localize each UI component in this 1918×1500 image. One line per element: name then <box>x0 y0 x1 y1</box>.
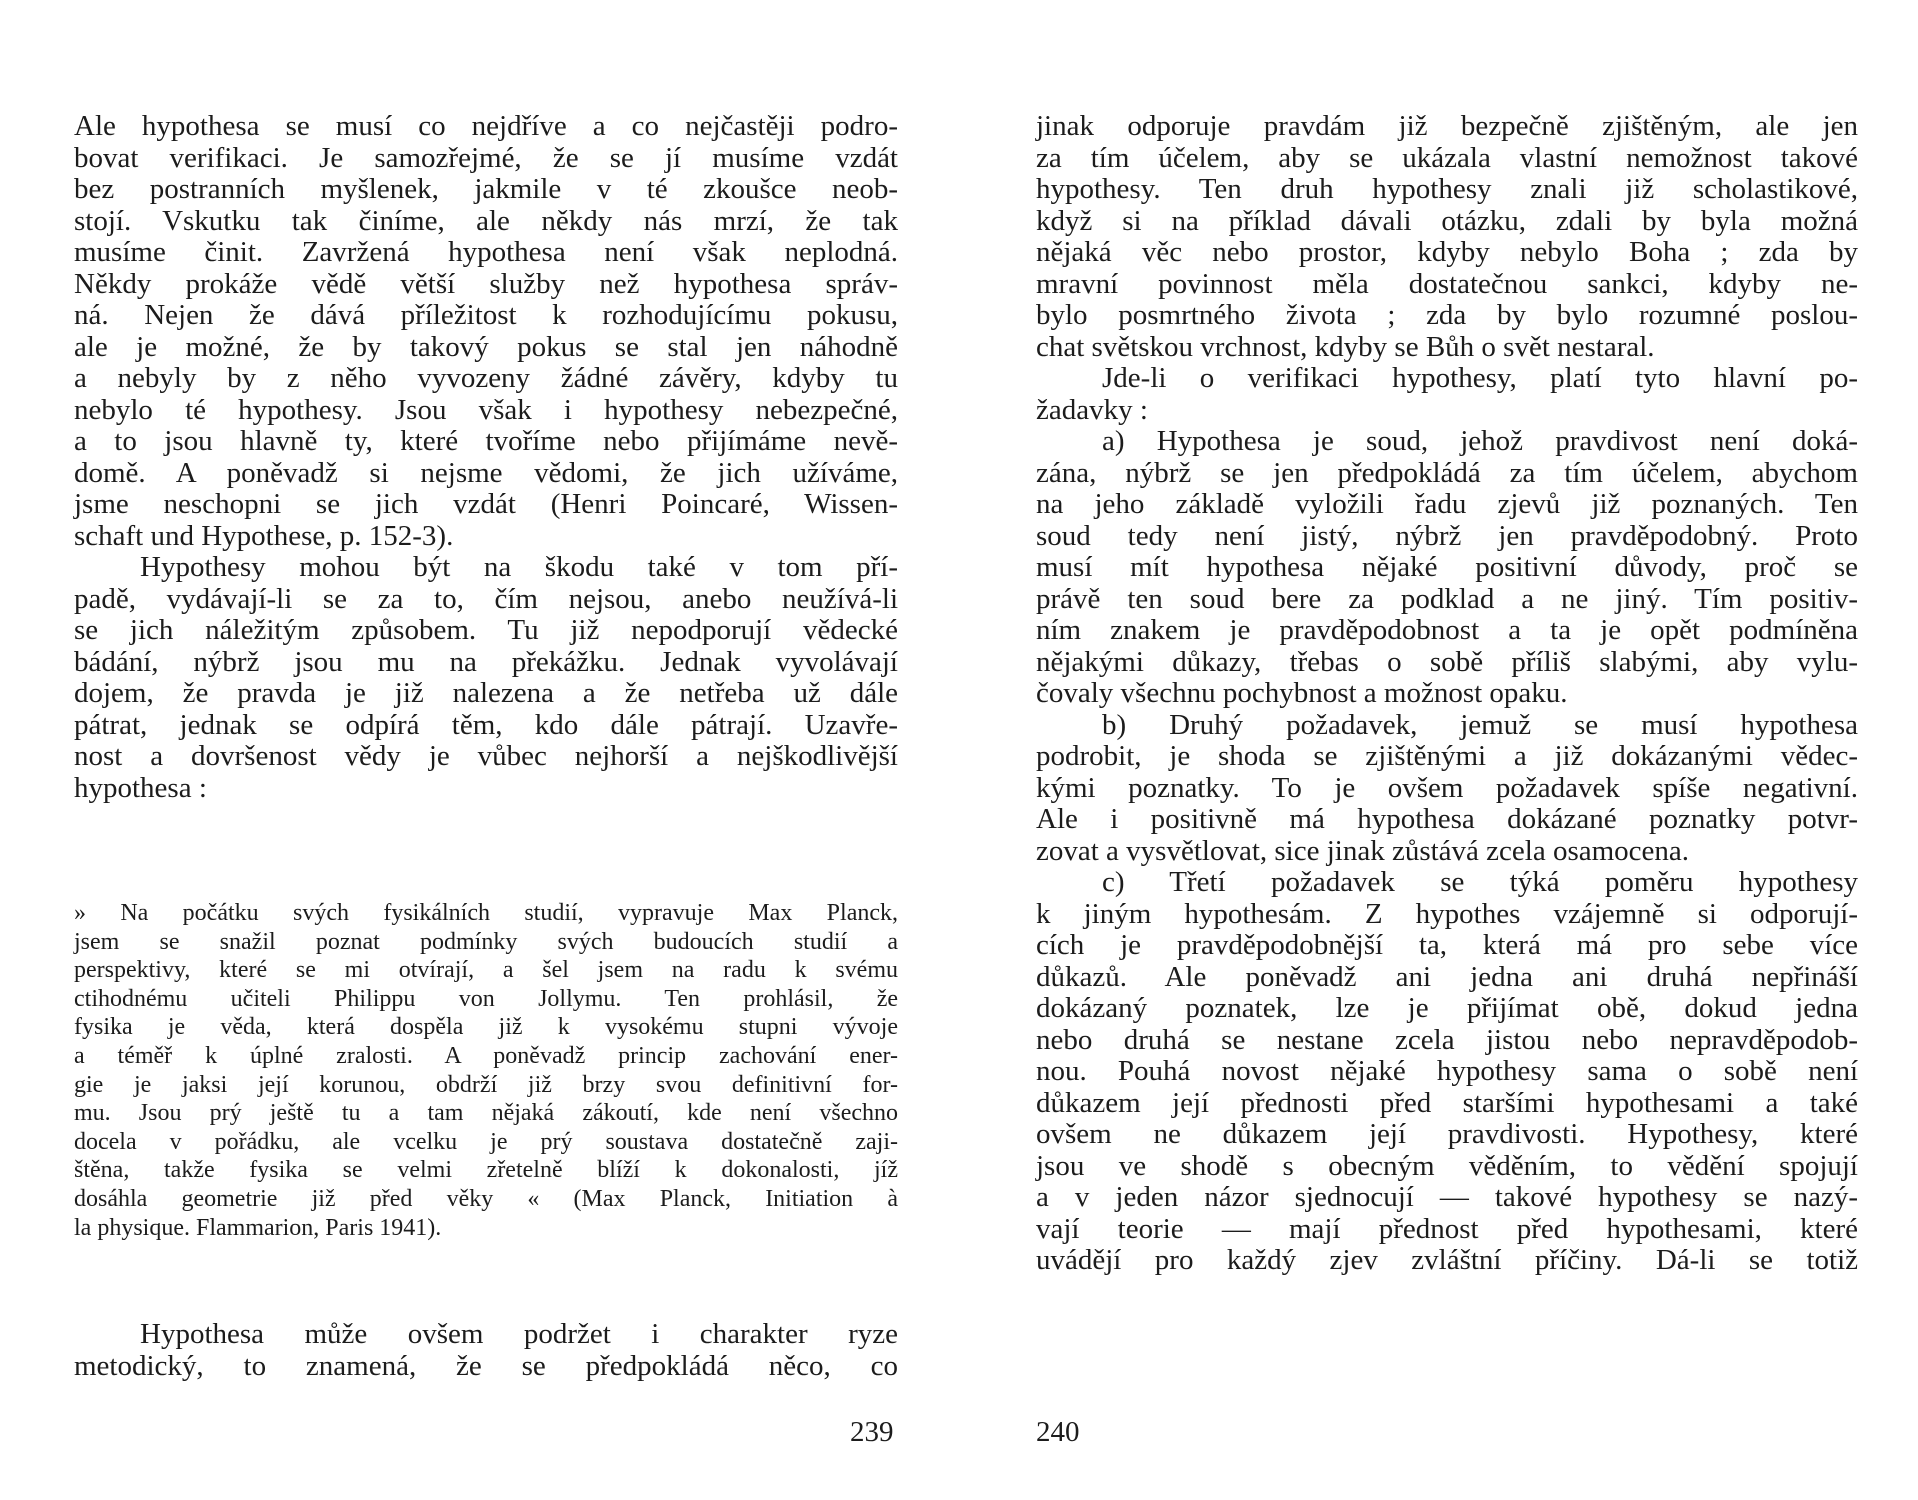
page-number-left: 239 <box>850 1416 894 1448</box>
text-line: nějaká věc nebo prostor, kdyby nebylo Boha ; zda by <box>1036 236 1858 268</box>
text-line: docela v pořádku, ale vcelku je prý soustava dostatečně zaji- <box>74 1128 898 1155</box>
text-line: bádání, nýbrž jsou mu na překážku. Jednak vyvolávají <box>74 645 898 678</box>
text-line: c) Třetí požadavek se týká poměru hypothesy <box>1102 866 1858 898</box>
text-line: perspektivy, které se mi otvírají, a šel jsem na radu k svému <box>74 957 898 984</box>
text-line: právě ten soud bere za podklad a ne jiný. Tím positiv- <box>1036 582 1858 615</box>
text-line: dosáhla geometrie již před věky « (Max Planck, Initiation à <box>74 1186 898 1212</box>
text-line: pátrat, jednak se odpírá těm, kdo dále pátrají. Uzavře- <box>74 708 898 741</box>
text-line: ním znakem je pravděpodobnost a ta je opět podmíněna <box>1036 614 1858 646</box>
text-line: nebylo té hypothesy. Jsou však i hypothesy nebezpečné, <box>74 393 898 426</box>
text-line: k jiným hypothesám. Z hypothes vzájemně si odporují- <box>1036 897 1858 930</box>
text-line: Hypothesa může ovšem podržet i charakter ryze <box>140 1318 898 1350</box>
text-line: ovšem ne důkazem její pravdivosti. Hypothesy, které <box>1036 1118 1858 1150</box>
text-line: gie je jaksi její korunou, obdrží již brzy svou definitivní for- <box>74 1071 898 1098</box>
text-line: bovat verifikaci. Je samozřejmé, že se jí musíme vzdát <box>74 141 898 174</box>
text-line: kými poznatky. To je ovšem požadavek spíše negativní. <box>1036 771 1858 804</box>
text-line: Ale i positivně má hypothesa dokázané poznatky potvr- <box>1036 803 1858 835</box>
text-line: zána, nýbrž se jen předpokládá za tím účelem, abychom <box>1036 456 1858 489</box>
text-line: štěna, takže fysika se velmi zřetelně blíží k dokonalosti, jíž <box>74 1157 898 1184</box>
text-line: Ale hypothesa se musí co nejdříve a co nejčastěji podro- <box>74 110 898 142</box>
text-line: podrobit, je shoda se zjištěnými a již dokázanými vědec- <box>1036 740 1858 772</box>
text-line: nějakými důkazy, třebas o sobě příliš slabými, aby vylu- <box>1036 645 1858 678</box>
text-line: fysika je věda, která dospěla již k vysokému stupni vývoje <box>74 1014 898 1041</box>
text-line: schaft und Hypothese, p. 152-3). <box>74 519 454 552</box>
text-line: vají teorie — mají přednost před hypothesami, které <box>1036 1212 1858 1245</box>
text-line: jsou ve shodě s obecným věděním, to vědění spojují <box>1036 1149 1858 1182</box>
text-line: nebo druhá se nestane zcela jistou nebo nepravděpodob- <box>1036 1023 1858 1056</box>
text-line: a v jeden názor sjednocují — takové hypothesy se nazý- <box>1036 1181 1858 1213</box>
text-line: Někdy prokáže vědě větší služby než hypothesa správ- <box>74 267 898 300</box>
text-line: ná. Nejen že dává příležitost k rozhodujícímu pokusu, <box>74 299 898 331</box>
text-line: padě, vydávají-li se za to, čím nejsou, anebo neužívá-li <box>74 582 898 615</box>
text-line: ale je možné, že by takový pokus se stal jen náhodně <box>74 330 898 363</box>
text-line: se jich náležitým způsobem. Tu již nepodporují vědecké <box>74 614 898 646</box>
text-line: když si na příklad dávali otázku, zdali by byla možná <box>1036 204 1858 237</box>
text-line: stojí. Vskutku tak činíme, ale někdy nás mrzí, že tak <box>74 204 898 237</box>
text-line: mravní povinnost měla dostatečnou sankci, kdyby ne- <box>1036 267 1858 300</box>
text-line: b) Druhý požadavek, jemuž se musí hypothesa <box>1102 708 1858 741</box>
text-line: hypothesa : <box>74 771 207 804</box>
text-line: » Na počátku svých fysikálních studií, vypravuje Max Planck, <box>74 900 898 926</box>
text-line: mu. Jsou prý ještě tu a tam nějaká zákoutí, kde není všechno <box>74 1100 898 1127</box>
text-line: jsme neschopni se jich vzdát (Henri Poincaré, Wissen- <box>74 488 898 520</box>
text-line: ctihodnému učiteli Philippu von Jollymu. Ten prohlásil, že <box>74 985 898 1012</box>
text-line: jinak odporuje pravdám již bezpečně zjištěným, ale jen <box>1036 110 1858 142</box>
text-line: Jde-li o verifikaci hypothesy, platí tyto hlavní po- <box>1102 362 1858 394</box>
text-line: la physique. Flammarion, Paris 1941). <box>74 1214 442 1241</box>
text-line: důkazem její přednosti před staršími hypothesami a také <box>1036 1086 1858 1119</box>
text-line: a nebyly by z něho vyvozeny žádné závěry, kdyby tu <box>74 362 898 394</box>
text-line: a) Hypothesa je soud, jehož pravdivost není doká- <box>1102 425 1858 457</box>
text-line: cích je pravděpodobnější ta, která má pro sebe více <box>1036 929 1858 961</box>
text-line: důkazů. Ale poněvadž ani jedna ani druhá nepřináší <box>1036 960 1858 993</box>
text-line: hypothesy. Ten druh hypothesy znali již scholastikové, <box>1036 173 1858 205</box>
text-line: za tím účelem, aby se ukázala vlastní nemožnost takové <box>1036 141 1858 174</box>
text-line: metodický, to znamená, že se předpokládá něco, co <box>74 1350 898 1382</box>
text-line: domě. A poněvadž si nejsme vědomi, že jich užíváme, <box>74 456 898 489</box>
text-line: jsem se snažil poznat podmínky svých budoucích studií a <box>74 928 898 955</box>
text-line: čovaly všechnu pochybnost a možnost opaku. <box>1036 677 1568 709</box>
text-line: nost a dovršenost vědy je vůbec nejhorší a nejškodlivější <box>74 740 898 772</box>
text-line: musí mít hypothesa nějaké positivní důvody, proč se <box>1036 551 1858 583</box>
text-line: a téměř k úplné zralosti. A poněvadž princip zachování ener- <box>74 1043 898 1069</box>
text-line: soud tedy není jistý, nýbrž jen pravděpodobný. Proto <box>1036 519 1858 552</box>
text-line: dojem, že pravda je již nalezena a že netřeba už dále <box>74 677 898 709</box>
right-page <box>1036 0 1858 1500</box>
text-line: musíme činit. Zavržená hypothesa není však neplodná. <box>74 236 898 268</box>
page-number-right: 240 <box>1036 1416 1080 1448</box>
text-line: bez postranních myšlenek, jakmile v té zkoušce neob- <box>74 173 898 205</box>
text-line: uvádějí pro každý zjev zvláštní příčiny. Dá-li se totiž <box>1036 1244 1858 1276</box>
text-line: žadavky : <box>1036 393 1148 426</box>
text-line: nou. Pouhá novost nějaké hypothesy sama o sobě není <box>1036 1055 1858 1087</box>
left-page <box>74 0 898 1500</box>
text-line: chat světskou vrchnost, kdyby se Bůh o svět nestaral. <box>1036 330 1655 363</box>
text-line: bylo posmrtného života ; zda by bylo rozumné poslou- <box>1036 299 1858 331</box>
text-line: zovat a vysvětlovat, sice jinak zůstává zcela osamocena. <box>1036 834 1690 867</box>
text-line: a to jsou hlavně ty, které tvoříme nebo přijímáme nevě- <box>74 425 898 457</box>
text-line: dokázaný poznatek, lze je přijímat obě, dokud jedna <box>1036 992 1858 1024</box>
text-line: Hypothesy mohou být na škodu také v tom pří- <box>140 551 898 583</box>
text-line: na jeho základě vyložili řadu zjevů již poznaných. Ten <box>1036 488 1858 520</box>
